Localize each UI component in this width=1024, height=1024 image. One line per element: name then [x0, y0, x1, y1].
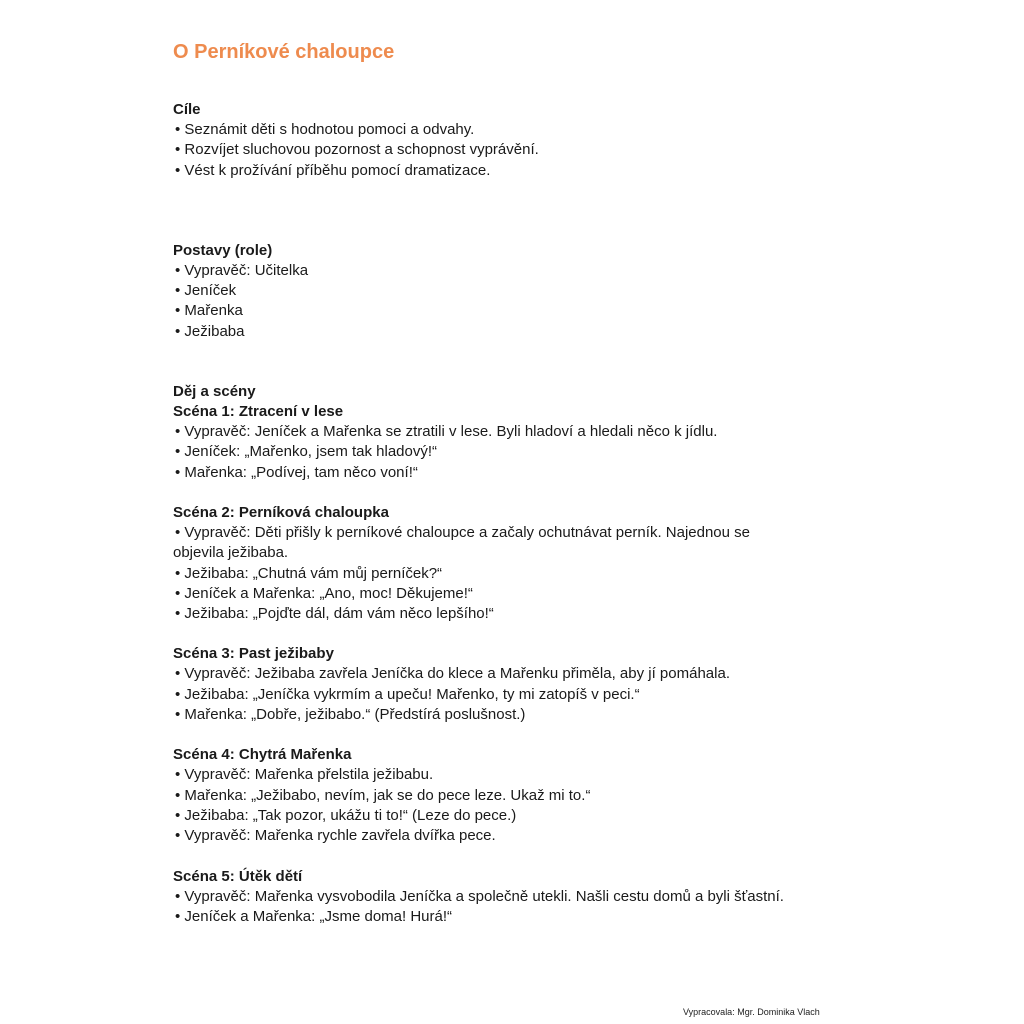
- list-item: • Vést k prožívání příběhu pomocí dramatizace.: [175, 161, 491, 179]
- scene-1: [173, 402, 873, 483]
- list-item: • Jeníček a Mařenka: „Jsme doma! Hurá!“: [175, 907, 453, 925]
- roles-section: [173, 241, 873, 342]
- list-item: • Ježibaba: „Tak pozor, ukážu ti to!“ (Leze do pece.): [175, 806, 517, 824]
- list-item: • Vypravěč: Mařenka přelstila ježibabu.: [175, 766, 434, 784]
- scene-title: Scéna 2: Perníková chaloupka: [173, 503, 389, 521]
- list-item: • Jeníček a Mařenka: „Ano, moc! Děkujeme!“: [175, 584, 473, 602]
- list-item: • Jeníček: [175, 282, 237, 300]
- scene-title: Scéna 3: Past ježibaby: [173, 645, 334, 663]
- roles-heading: Postavy (role): [173, 241, 273, 259]
- scene-5: [173, 867, 873, 928]
- list-item: • Jeníček: „Mařenko, jsem tak hladový!“: [175, 443, 438, 461]
- plot-section: [173, 382, 873, 927]
- list-item: • Vypravěč: Mařenka rychle zavřela dvířka pece.: [175, 827, 496, 845]
- document-page: [173, 38, 873, 927]
- list-item: • Vypravěč: Děti přišly k perníkové chaloupce a začaly ochutnávat perník. Najednou se: [175, 523, 751, 541]
- plot-heading: Děj a scény: [173, 383, 256, 401]
- goals-heading: Cíle: [173, 101, 201, 118]
- list-item: • Mařenka: „Dobře, ježibabo.“ (Předstírá poslušnost.): [175, 706, 526, 724]
- scene-title: Scéna 5: Útěk dětí: [173, 867, 303, 885]
- scene-title: Scéna 4: Chytrá Mařenka: [173, 746, 352, 764]
- list-item: • Ježibaba: [175, 322, 245, 340]
- list-item: • Vypravěč: Učitelka: [175, 261, 309, 279]
- page-title: O Perníkové chaloupce: [173, 41, 395, 63]
- list-item: • Mařenka: „Ježibabo, nevím, jak se do pece leze. Ukaž mi to.“: [175, 786, 591, 804]
- scene-2: [173, 503, 873, 624]
- list-item-continuation: objevila ježibaba.: [173, 544, 289, 562]
- list-item: • Ježibaba: „Pojďte dál, dám vám něco lepšího!“: [175, 605, 494, 623]
- list-item: • Ježibaba: „Jeníčka vykrmím a upeču! Mařenko, ty mi zatopíš v peci.“: [175, 685, 640, 703]
- author-footer: Vypracovala: Mgr. Dominika Vlach: [683, 1007, 820, 1017]
- list-item: • Rozvíjet sluchovou pozornost a schopnost vyprávění.: [175, 141, 539, 159]
- list-item: • Vypravěč: Mařenka vysvobodila Jeníčka a společně utekli. Našli cestu domů a byli šťastní.: [175, 887, 784, 905]
- scene-title: Scéna 1: Ztracení v lese: [173, 403, 344, 421]
- list-item: • Mařenka: [175, 302, 243, 320]
- list-item: • Ježibaba: „Chutná vám můj perníček?“: [175, 564, 443, 582]
- scene-4: [173, 745, 873, 846]
- list-item: • Seznámit děti s hodnotou pomoci a odvahy.: [175, 121, 475, 138]
- list-item: • Mařenka: „Podívej, tam něco voní!“: [175, 463, 418, 481]
- scene-3: [173, 644, 873, 725]
- list-item: • Vypravěč: Jeníček a Mařenka se ztratili v lese. Byli hladoví a hledali něco k jídlu.: [175, 423, 718, 441]
- goals-section: [173, 100, 873, 181]
- list-item: • Vypravěč: Ježibaba zavřela Jeníčka do klece a Mařenku přiměla, aby jí pomáhala.: [175, 665, 730, 683]
